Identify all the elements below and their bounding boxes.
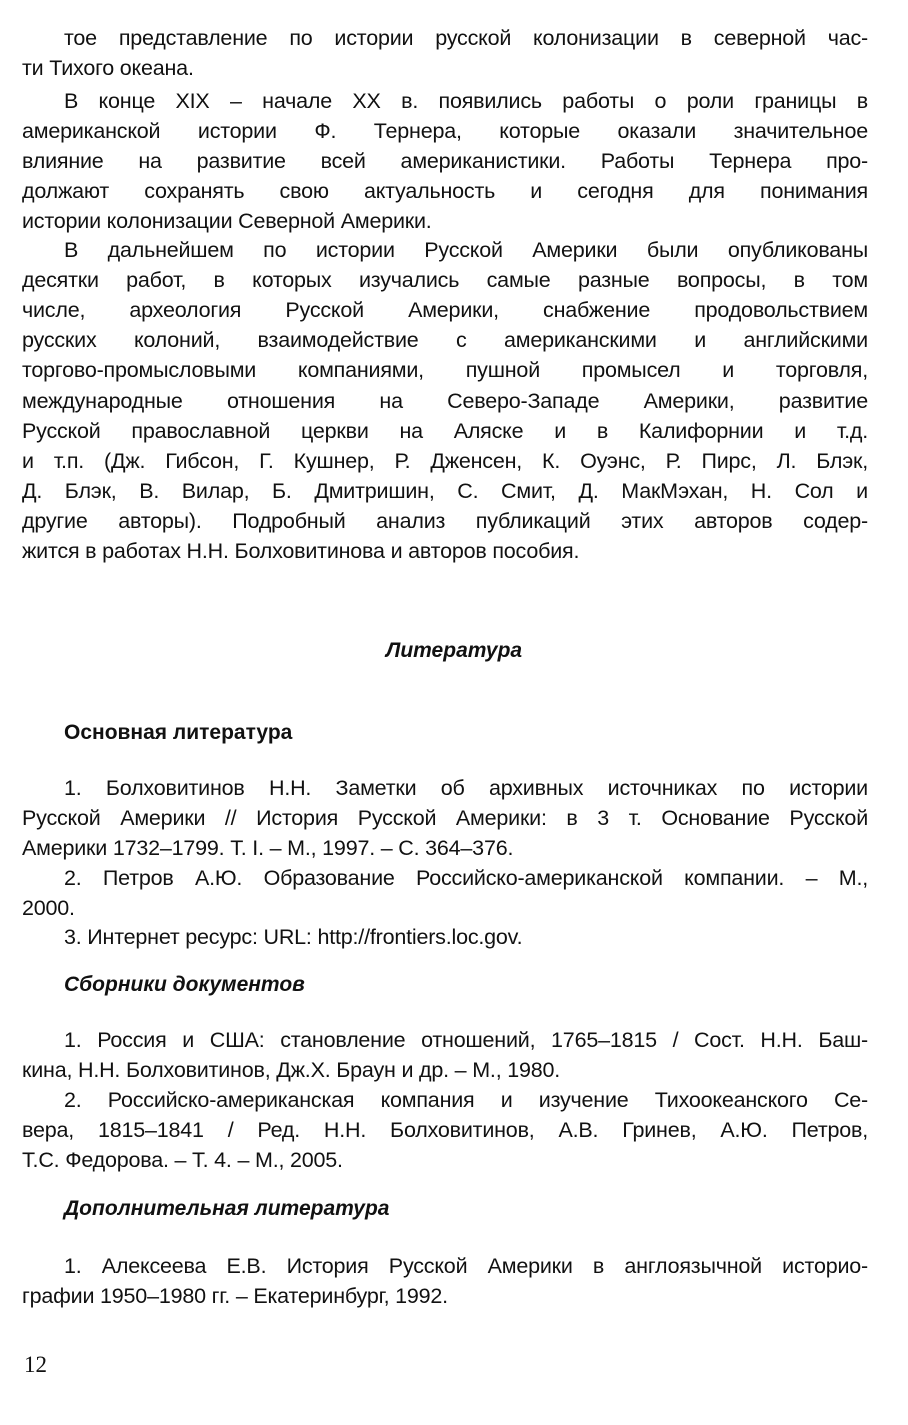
body-paragraph-line: американской истории Ф. Тернера, которые оказали значительное [22,119,868,144]
page-number: 12 [24,1352,47,1377]
reference-item-line: вера, 1815–1841 / Ред. Н.Н. Болховитинов, А.В. Гринев, А.Ю. Петров, [22,1118,868,1142]
reference-item-line: 1. Россия и США: становление отношений, 1765–1815 / Сост. Н.Н. Баш- [64,1028,868,1052]
section-heading: Основная литература [64,721,293,744]
reference-item-line: 3. Интернет ресурс: URL: http://frontiers.loc.gov. [64,925,523,949]
reference-item-line: 2. Российско-американская компания и изучение Тихоокеанского Се- [64,1088,868,1112]
body-paragraph-line: истории колонизации Северной Америки. [22,209,432,234]
reference-item-line: 1. Алексеева Е.В. История Русской Америки в англоязычной историо- [64,1254,868,1278]
body-paragraph-line: Д. Блэк, В. Вилар, Б. Дмитришин, С. Смит, Д. МакМэхан, Н. Сол и [22,478,868,503]
section-heading: Сборники документов [64,973,305,996]
reference-item-line: Америки 1732–1799. Т. I. – М., 1997. – С. 364–376. [22,836,514,860]
reference-item-line: Т.С. Федорова. – Т. 4. – М., 2005. [22,1148,343,1172]
body-paragraph-line: и т.п. (Дж. Гибсон, Г. Кушнер, Р. Дженсен, К. Оуэнс, Р. Пирс, Л. Блэк, [22,448,868,473]
body-paragraph-line: числе, археология Русской Америки, снабжение продовольствием [22,298,868,323]
body-paragraph-line: международные отношения на Северо-Западе Америки, развитие [22,388,868,413]
reference-item-line: графии 1950–1980 гг. – Екатеринбург, 1992. [22,1284,448,1308]
literature-heading: Литература [385,639,523,662]
body-paragraph-line: тое представление по истории русской колонизации в северной час- [64,26,868,50]
body-paragraph-line: торгово-промысловыми компаниями, пушной промысел и торговля, [22,358,868,383]
body-paragraph-line: Русской православной церкви на Аляске и в Калифорнии и т.д. [22,418,868,443]
body-paragraph-line: десятки работ, в которых изучались самые разные вопросы, в том [22,268,868,293]
body-paragraph-line: В дальнейшем по истории Русской Америки были опубликованы [64,238,868,262]
reference-item-line: Русской Америки // История Русской Америки: в 3 т. Основание Русской [22,806,868,830]
body-paragraph-line: должают сохранять свою актуальность и сегодня для понимания [22,179,868,204]
body-paragraph-line: ти Тихого океана. [22,56,194,81]
reference-item-line: 2. Петров А.Ю. Образование Российско-американской компании. – М., [64,866,868,890]
body-paragraph-line: В конце XIX – начале XX в. появились работы о роли границы в [64,89,868,113]
reference-item-line: 1. Болховитинов Н.Н. Заметки об архивных источниках по истории [64,776,868,800]
body-paragraph-line: другие авторы). Подробный анализ публикаций этих авторов содер- [22,508,868,533]
body-paragraph-line: жится в работах Н.Н. Болховитинова и авторов пособия. [22,539,580,563]
reference-item-line: 2000. [22,896,75,920]
reference-item-line: кина, Н.Н. Болховитинов, Дж.Х. Браун и др. – М., 1980. [22,1058,561,1082]
section-heading: Дополнительная литература [64,1197,390,1220]
body-paragraph-line: влияние на развитие всей американистики. Работы Тернера про- [22,149,868,174]
body-paragraph-line: русских колоний, взаимодействие с американскими и английскими [22,328,868,353]
